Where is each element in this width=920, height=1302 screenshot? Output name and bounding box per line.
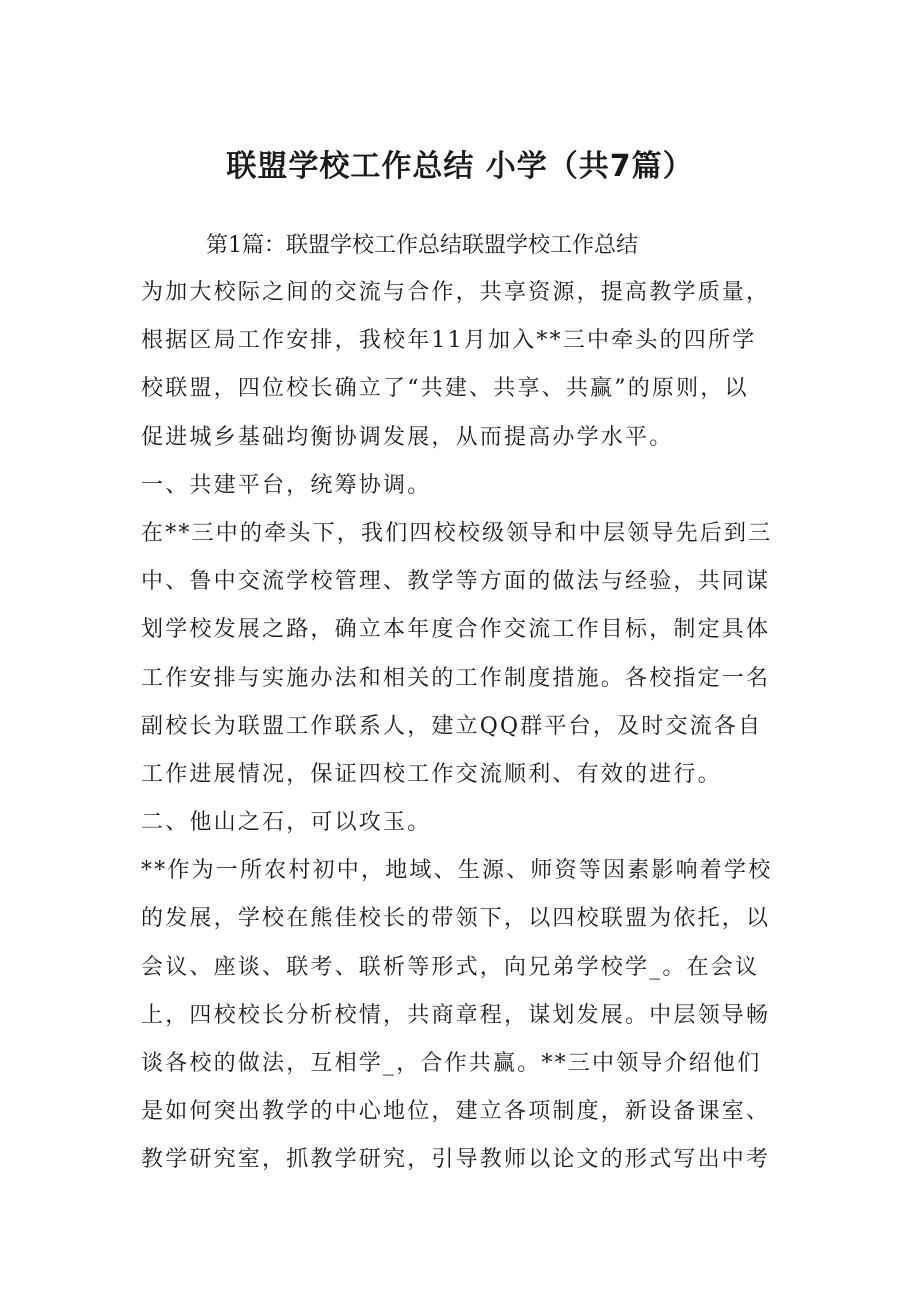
paragraph-line: 根据区局工作安排，我校年11月加入**三中牵头的四所学 [141,328,757,354]
section-heading: 一、共建平台，统筹协调。 [141,472,432,498]
paragraph-line: 工作安排与实施办法和相关的工作制度措施。各校指定一名 [141,665,771,691]
document-body [141,273,801,1189]
paragraph-line: 是如何突出教学的中心地位，建立各项制度，新设备课室、 [141,1099,771,1125]
paragraph-line: 划学校发展之路，确立本年度合作交流工作目标，制定具体 [141,617,771,643]
chapter-subtitle: 第1篇：联盟学校工作总结联盟学校工作总结 [206,233,638,258]
paragraph-line: 促进城乡基础均衡协调发展，从而提高办学水平。 [141,424,674,450]
paragraph-line: 副校长为联盟工作联系人，建立QQ群平台，及时交流各自 [141,713,763,739]
paragraph-line: 会议、座谈、联考、联析等形式，向兄弟学校学_。在会议 [141,954,760,980]
section-heading: 二、他山之石，可以攻玉。 [141,810,432,836]
paragraph-line: 工作进展情况，保证四校工作交流顺利、有效的进行。 [141,761,722,787]
paragraph-line: 中、鲁中交流学校管理、教学等方面的做法与经验，共同谋 [141,569,771,595]
paragraph-line: 为加大校际之间的交流与合作，共享资源，提高教学质量， [141,280,771,305]
paragraph-line: 的发展，学校在熊佳校长的带领下，以四校联盟为依托，以 [141,906,771,932]
paragraph-line: 上，四校校长分析校情，共商章程，谋划发展。中层领导畅 [141,1002,771,1028]
paragraph-line: 谈各校的做法，互相学_，合作共赢。**三中领导介绍他们 [141,1051,762,1076]
paragraph-line: **作为一所农村初中，地域、生源、师资等因素影响着学校 [141,858,773,884]
paragraph-line: 校联盟，四位校长确立了“共建、共享、共赢”的原则，以 [141,376,749,402]
paragraph-line: 教学研究室，抓教学研究，引导教师以论文的形式写出中考 [141,1147,771,1173]
paragraph-line: 在**三中的牵头下，我们四校校级领导和中层领导先后到三 [141,520,773,546]
document-title: 联盟学校工作总结 小学（共7篇） [226,149,694,184]
